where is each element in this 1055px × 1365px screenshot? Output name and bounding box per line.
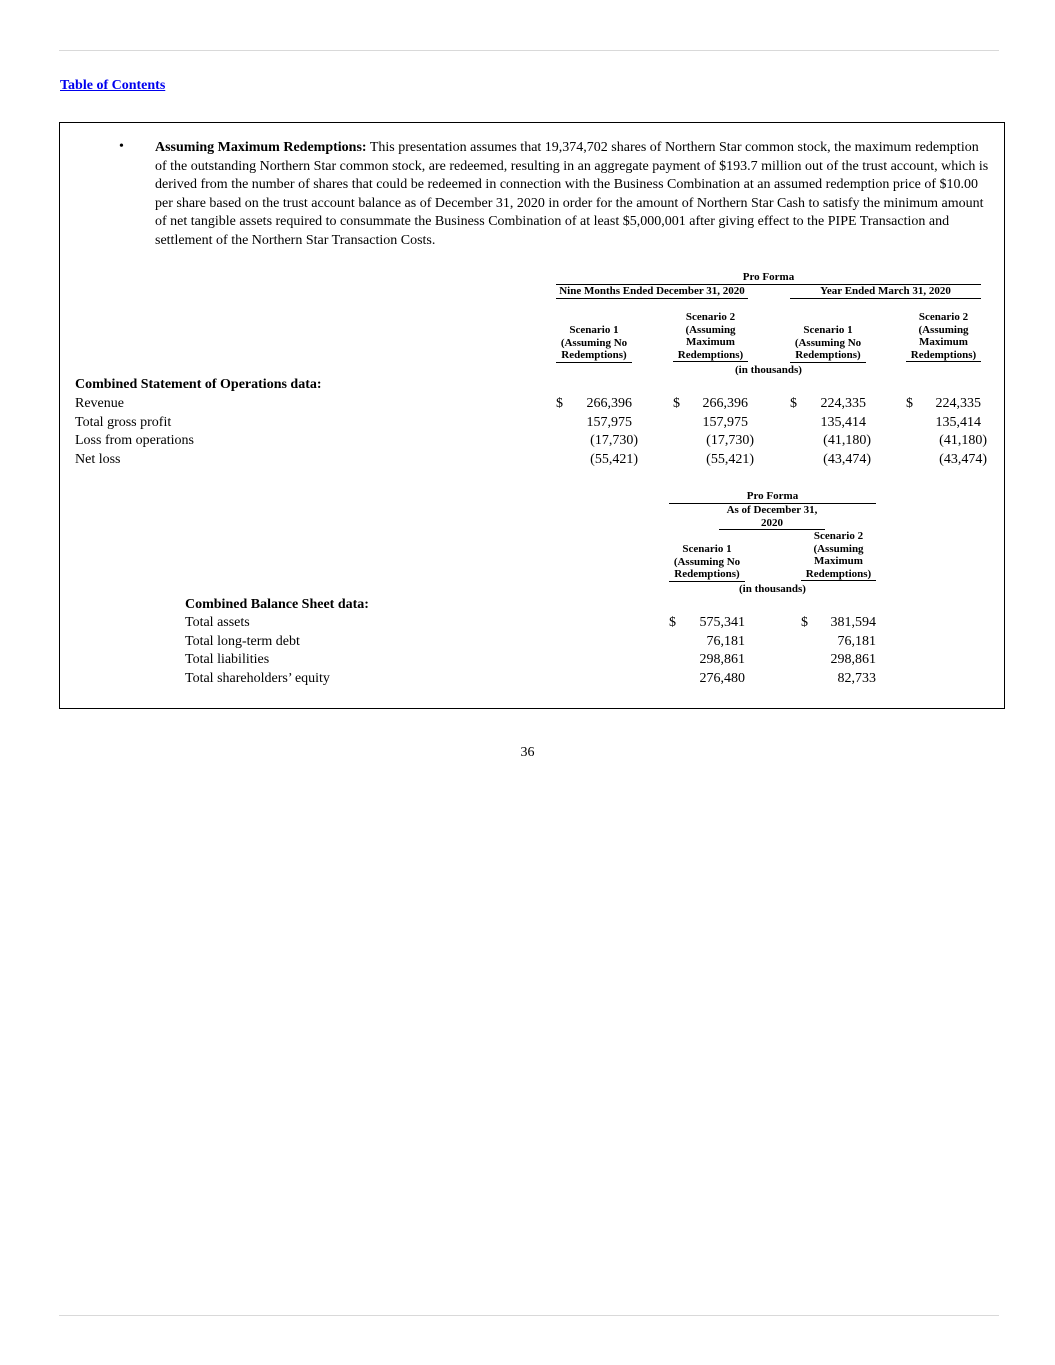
ops-cell: (43,474): [823, 452, 871, 467]
ops-cell: 224,335: [820, 396, 866, 411]
ops-col1-header: Scenario 1 (Assuming No Redemptions): [556, 324, 632, 363]
ops-cell: 135,414: [820, 415, 866, 430]
bs-units: (in thousands): [739, 583, 806, 595]
currency-symbol: $: [906, 396, 913, 411]
bs-period-header: As of December 31, 2020: [719, 504, 825, 530]
ops-cell: (17,730): [706, 433, 754, 448]
ops-cell: (43,474): [939, 452, 987, 467]
ops-section-title: Combined Statement of Operations data:: [75, 377, 322, 392]
ops-cell: 224,335: [935, 396, 981, 411]
ops-cell: 135,414: [935, 415, 981, 430]
ops-cell: (17,730): [590, 433, 638, 448]
ops-cell: 266,396: [586, 396, 632, 411]
bs-row-label: Total assets: [185, 615, 250, 630]
ops-row-label: Revenue: [75, 396, 124, 411]
bullet-title: Assuming Maximum Redemptions:: [155, 140, 367, 155]
bullet-icon: •: [119, 139, 124, 154]
ops-cell: 157,975: [702, 415, 748, 430]
currency-symbol: $: [669, 615, 676, 630]
bs-section-title: Combined Balance Sheet data:: [185, 597, 369, 612]
ops-row-label: Net loss: [75, 452, 121, 467]
ops-cell: (55,421): [590, 452, 638, 467]
bs-cell: 575,341: [699, 615, 745, 630]
bs-cell: 298,861: [699, 652, 745, 667]
bs-col2-header: Scenario 2 (Assuming Maximum Redemptions): [801, 530, 876, 581]
ops-row-label: Total gross profit: [75, 415, 172, 430]
currency-symbol: $: [673, 396, 680, 411]
bottom-divider: [59, 1315, 999, 1316]
bs-row-label: Total liabilities: [185, 652, 270, 667]
bullet-body: This presentation assumes that 19,374,702 shares of Northern Star common stock, the maximum redemption of the outstanding Northern Star common stock, are redeemed, resulting in an aggregate payment of $193.7 million out of the trust account, which is derived from the number of shares that could be redeemed in connection with the Business Combination at an assumed redemption price of $10.00 per share based on the trust account balance as of December 31, 2020 in order for the amount of Northern Star Cash to satisfy the minimum amount of net tangible assets required to consummate the Business Combination of at least $5,000,001 after giving effect to the PIPE Transaction and settlement of the Northern Star Transaction Costs.: [155, 140, 989, 248]
bs-row-label: Total shareholders’ equity: [185, 671, 330, 686]
ops-cell: (41,180): [939, 433, 987, 448]
bs-cell: 298,861: [830, 652, 876, 667]
ops-row-label: Loss from operations: [75, 433, 194, 448]
ops-units: (in thousands): [735, 364, 802, 376]
ops-cell: (55,421): [706, 452, 754, 467]
currency-symbol: $: [801, 615, 808, 630]
ops-period2-header: Year Ended March 31, 2020: [790, 285, 981, 299]
currency-symbol: $: [556, 396, 563, 411]
bs-cell: 76,181: [837, 634, 876, 649]
ops-pro-forma-header: Pro Forma: [556, 271, 981, 285]
bs-col1-header: Scenario 1 (Assuming No Redemptions): [669, 543, 745, 582]
ops-col2-header: Scenario 2 (Assuming Maximum Redemptions): [673, 311, 748, 362]
table-of-contents-link[interactable]: Table of Contents: [60, 78, 166, 93]
page-number: 36: [520, 745, 535, 760]
ops-col3-header: Scenario 1 (Assuming No Redemptions): [790, 324, 866, 363]
ops-col4-header: Scenario 2 (Assuming Maximum Redemptions): [906, 311, 981, 362]
currency-symbol: $: [790, 396, 797, 411]
bullet-paragraph: [155, 139, 991, 251]
bs-cell: 381,594: [830, 615, 876, 630]
ops-cell: (41,180): [823, 433, 871, 448]
bs-cell: 82,733: [837, 671, 876, 686]
bs-row-label: Total long-term debt: [185, 634, 300, 649]
ops-cell: 157,975: [586, 415, 632, 430]
bs-pro-forma-header: Pro Forma: [669, 490, 876, 504]
ops-period1-header: Nine Months Ended December 31, 2020: [556, 285, 748, 299]
bs-cell: 276,480: [699, 671, 745, 686]
ops-cell: 266,396: [702, 396, 748, 411]
bs-cell: 76,181: [706, 634, 745, 649]
top-divider: [59, 50, 999, 51]
